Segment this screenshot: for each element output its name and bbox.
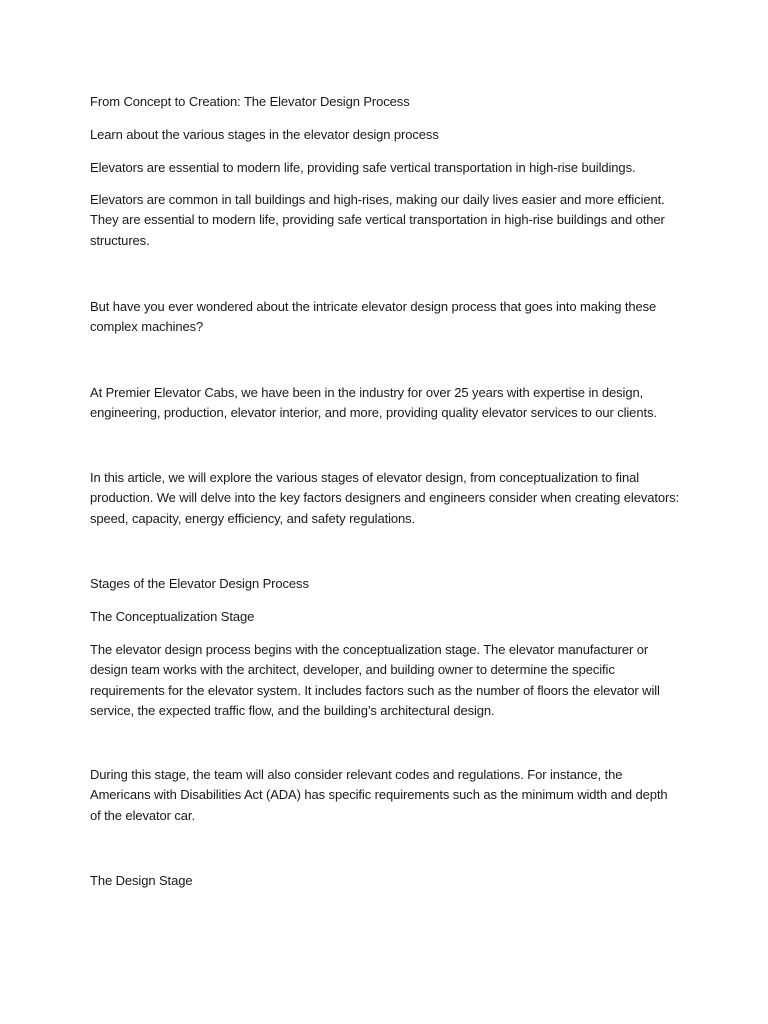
paragraph-conceptualization: The elevator design process begins with the conceptualization stage. The elevator manufacturer or design team works with the architect, developer, and building owner to determine the specific requirements for the elevator system. It includes factors such as the number of floors the elevator will service, the expected traffic flow, and the building’s architectural design. bbox=[90, 642, 660, 718]
section-heading-stages: Stages of the Elevator Design Process bbox=[90, 576, 309, 591]
document-title: From Concept to Creation: The Elevator Design Process bbox=[90, 94, 410, 109]
paragraph-common-elevators: Elevators are common in tall buildings and high-rises, making our daily lives easier and more efficient. They are essential to modern life, providing safe vertical transportation in high-rise buildings and other structures. bbox=[90, 192, 665, 248]
subheading-conceptualization-stage: The Conceptualization Stage bbox=[90, 609, 255, 624]
intro-sentence: Elevators are essential to modern life, providing safe vertical transportation in high-rise buildings. bbox=[90, 160, 636, 175]
subheading-design-stage: The Design Stage bbox=[90, 873, 193, 888]
document-subtitle: Learn about the various stages in the elevator design process bbox=[90, 127, 439, 142]
paragraph-wondered: But have you ever wondered about the intricate elevator design process that goes into making these complex machines? bbox=[90, 299, 657, 335]
paragraph-article-overview: In this article, we will explore the various stages of elevator design, from conceptualization to final production. We will delve into the key factors designers and engineers consider when creating elevators: speed, capacity, energy efficiency, and safety regulations. bbox=[90, 470, 680, 526]
paragraph-codes-regulations: During this stage, the team will also consider relevant codes and regulations. For instance, the Americans with Disabilities Act (ADA) has specific requirements such as the minimum width and depth of the elevator car. bbox=[90, 767, 668, 823]
paragraph-premier-elevator-cabs: At Premier Elevator Cabs, we have been in the industry for over 25 years with expertise in design, engineering, production, elevator interior, and more, providing quality elevator services to our clients. bbox=[90, 385, 657, 421]
